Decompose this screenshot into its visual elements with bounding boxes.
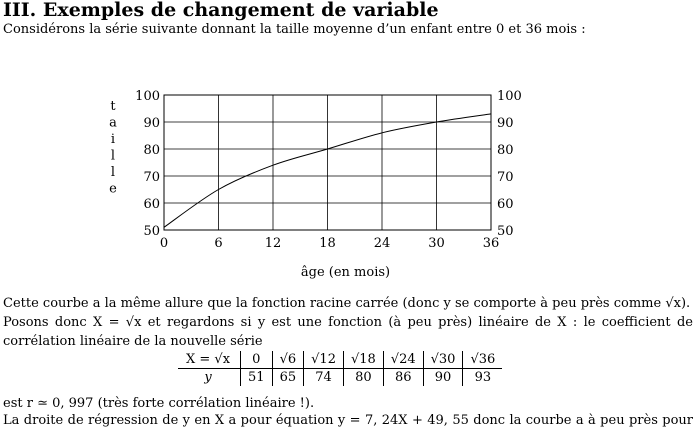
table-value-cell: 90 [423, 369, 463, 387]
table-header-cell: √36 [463, 351, 502, 369]
y-tick-label: 70 [497, 170, 514, 185]
paragraph-5: La droite de régression de y en X a pour équation y = 7, 24X + 49, 55 donc la courbe a à peu près pour [3, 413, 693, 428]
y-tick-label: 80 [143, 143, 160, 158]
x-axis-label: âge (en mois) [300, 265, 391, 280]
x-tick-label: 36 [482, 236, 500, 251]
x-tick-label: 30 [428, 236, 445, 251]
paragraph-4: est r ≃ 0, 997 (très forte corrélation linéaire !). [3, 396, 315, 411]
table-header-cell: √24 [383, 351, 423, 369]
table-header-row [178, 351, 502, 369]
y-tick-label: 90 [143, 116, 160, 131]
table-header-label: X = √x [178, 351, 241, 369]
y-tick-label: 60 [497, 197, 514, 212]
table-header-cell: √30 [423, 351, 463, 369]
table-header-cell: √18 [343, 351, 383, 369]
x-tick-label: 12 [264, 236, 282, 251]
table-value-cell: 74 [304, 369, 344, 387]
y-tick-label: 80 [497, 143, 514, 158]
x-tick-label: 6 [214, 236, 223, 251]
paragraph-3: corrélation linéaire de la nouvelle série [3, 334, 263, 349]
table-value-cell: 93 [463, 369, 502, 387]
y-tick-label: 50 [143, 224, 160, 239]
y-axis-label-letter: i [110, 132, 116, 147]
y-tick-label: 70 [143, 170, 160, 185]
y-axis-label [109, 99, 117, 197]
y-tick-label: 90 [497, 116, 514, 131]
y-axis-label-letter: l [110, 165, 116, 180]
table-value-cell: 80 [343, 369, 383, 387]
table-header-cell: √6 [272, 351, 304, 369]
intro-text: Considérons la série suivante donnant la taille moyenne d’un enfant entre 0 et 36 mois : [3, 22, 586, 37]
table-header-cell: 0 [241, 351, 273, 369]
y-tick-label: 50 [497, 224, 514, 239]
y-axis-label-letter: t [110, 99, 116, 114]
table-header-cell: √12 [304, 351, 344, 369]
y-tick-label: 60 [143, 197, 160, 212]
table-row-label: y [204, 370, 212, 385]
y-axis-label-letter: e [109, 181, 117, 197]
paragraph-2: Posons donc X = √x et regardons si y est une fonction (à peu près) linéaire de X : le coefficient de [3, 315, 693, 330]
paragraph-1: Cette courbe a la même allure que la fonction racine carrée (donc y se comporte à peu près comme √x). [3, 296, 691, 311]
x-tick-label: 0 [159, 236, 169, 251]
table-value-cell: 51 [241, 369, 273, 387]
y-tick-label: 100 [135, 89, 160, 104]
table-value-cell: 65 [272, 369, 304, 387]
chart-grid [164, 95, 491, 230]
data-table [178, 351, 502, 386]
x-tick-labels [160, 236, 499, 251]
y-tick-label: 100 [497, 89, 522, 104]
table-value-cell: 86 [383, 369, 423, 387]
y-axis-label-letter: a [109, 115, 117, 131]
y-tick-labels-right [497, 89, 522, 239]
table-data-row [178, 369, 502, 387]
section-title: III. Exemples de changement de variable [3, 0, 439, 21]
x-tick-label: 24 [373, 236, 391, 251]
y-tick-labels-left [135, 89, 160, 239]
y-axis-label-letter: l [110, 148, 116, 164]
x-tick-label: 18 [319, 236, 336, 251]
